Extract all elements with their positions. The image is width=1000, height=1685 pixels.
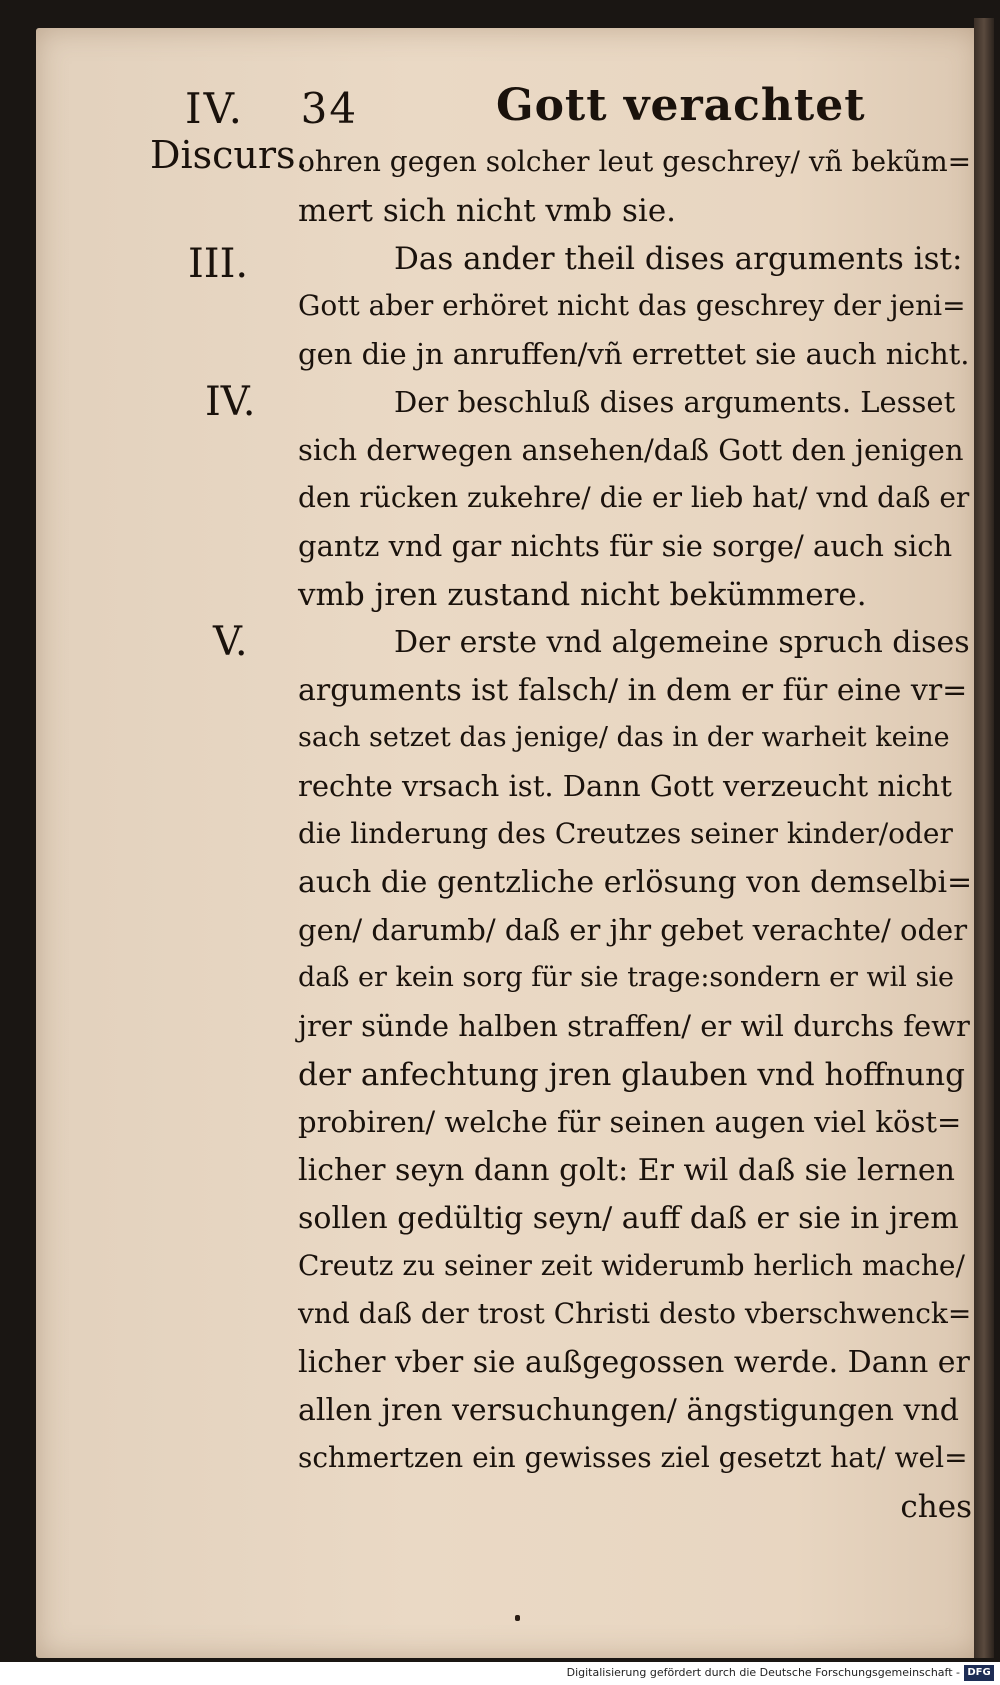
body-line: Der erste vnd algemeine spruch dises <box>394 625 970 660</box>
catchword: ches <box>900 1489 972 1525</box>
body-line: allen jren versuchungen/ ängstigungen vnd <box>298 1393 959 1428</box>
body-line: gen/ darumb/ daß er jhr gebet verachte/ oder <box>298 913 968 947</box>
margin-note-v: V. <box>213 619 248 665</box>
body-line: sollen gedültig seyn/ auff daß er sie in jrem <box>298 1201 959 1236</box>
body-line: Das ander theil dises arguments ist: <box>394 241 963 277</box>
body-line: probiren/ welche für seinen augen viel köst= <box>298 1105 962 1139</box>
margin-note-iv: IV. <box>205 379 256 425</box>
header-section: IV. <box>185 84 244 133</box>
body-line: auch die gentzliche erlösung von demselbi= <box>298 865 973 900</box>
body-line: jrer sünde halben straffen/ er wil durchs fewr <box>298 1009 970 1043</box>
body-line: sich derwegen ansehen/daß Gott den jenigen <box>298 433 964 467</box>
body-line: licher seyn dann golt: Er wil daß sie lernen <box>298 1153 955 1188</box>
body-line: rechte vrsach ist. Dann Gott verzeucht nicht <box>298 769 952 803</box>
body-line: vnd daß der trost Christi desto vberschwenck= <box>298 1297 972 1330</box>
body-line: mert sich nicht vmb sie. <box>298 193 677 229</box>
footer-bar <box>0 1662 1000 1685</box>
header-section-page <box>185 84 359 133</box>
running-title: Gott verachtet <box>496 80 866 131</box>
body-line: vmb jren zustand nicht bekümmere. <box>298 577 867 613</box>
body-line: der anfechtung jren glauben vnd hoffnung <box>298 1057 965 1093</box>
body-line: Gott aber erhöret nicht das geschrey der jeni= <box>298 289 966 322</box>
body-line: sach setzet das jenige/ das in der warheit keine <box>298 722 950 753</box>
body-line: gantz vnd gar nichts für sie sorge/ auch sich <box>298 529 953 563</box>
footer-credit: Digitalisierung gefördert durch die Deutsche Forschungsgemeinschaft - <box>566 1666 960 1679</box>
margin-note-iii: III. <box>188 241 249 287</box>
header-page-number: 34 <box>300 84 359 133</box>
margin-note-discurs: Discurs. <box>150 133 308 177</box>
page-edge <box>974 18 994 1658</box>
body-line: Creutz zu seiner zeit widerumb herlich mache/ <box>298 1249 965 1282</box>
body-line: arguments ist falsch/ in dem er für eine vr= <box>298 673 968 708</box>
body-line: licher vber sie außgegossen werde. Dann er <box>298 1345 970 1380</box>
ink-mark <box>515 1615 520 1621</box>
body-line: gen die jn anruffen/vñ errettet sie auch nicht. <box>298 337 970 371</box>
body-line: schmertzen ein gewisses ziel gesetzt hat/ wel= <box>298 1441 968 1474</box>
body-line: daß er kein sorg für sie trage:sondern er wil sie <box>298 962 954 993</box>
body-line: den rücken zukehre/ die er lieb hat/ vnd daß er <box>298 481 970 514</box>
body-line: Der beschluß dises arguments. Lesset <box>394 385 956 419</box>
dfg-logo: DFG <box>964 1665 994 1681</box>
body-line: ohren gegen solcher leut geschrey/ vñ bekũm= <box>298 145 972 178</box>
body-line: die linderung des Creutzes seiner kinder/oder <box>298 817 953 850</box>
